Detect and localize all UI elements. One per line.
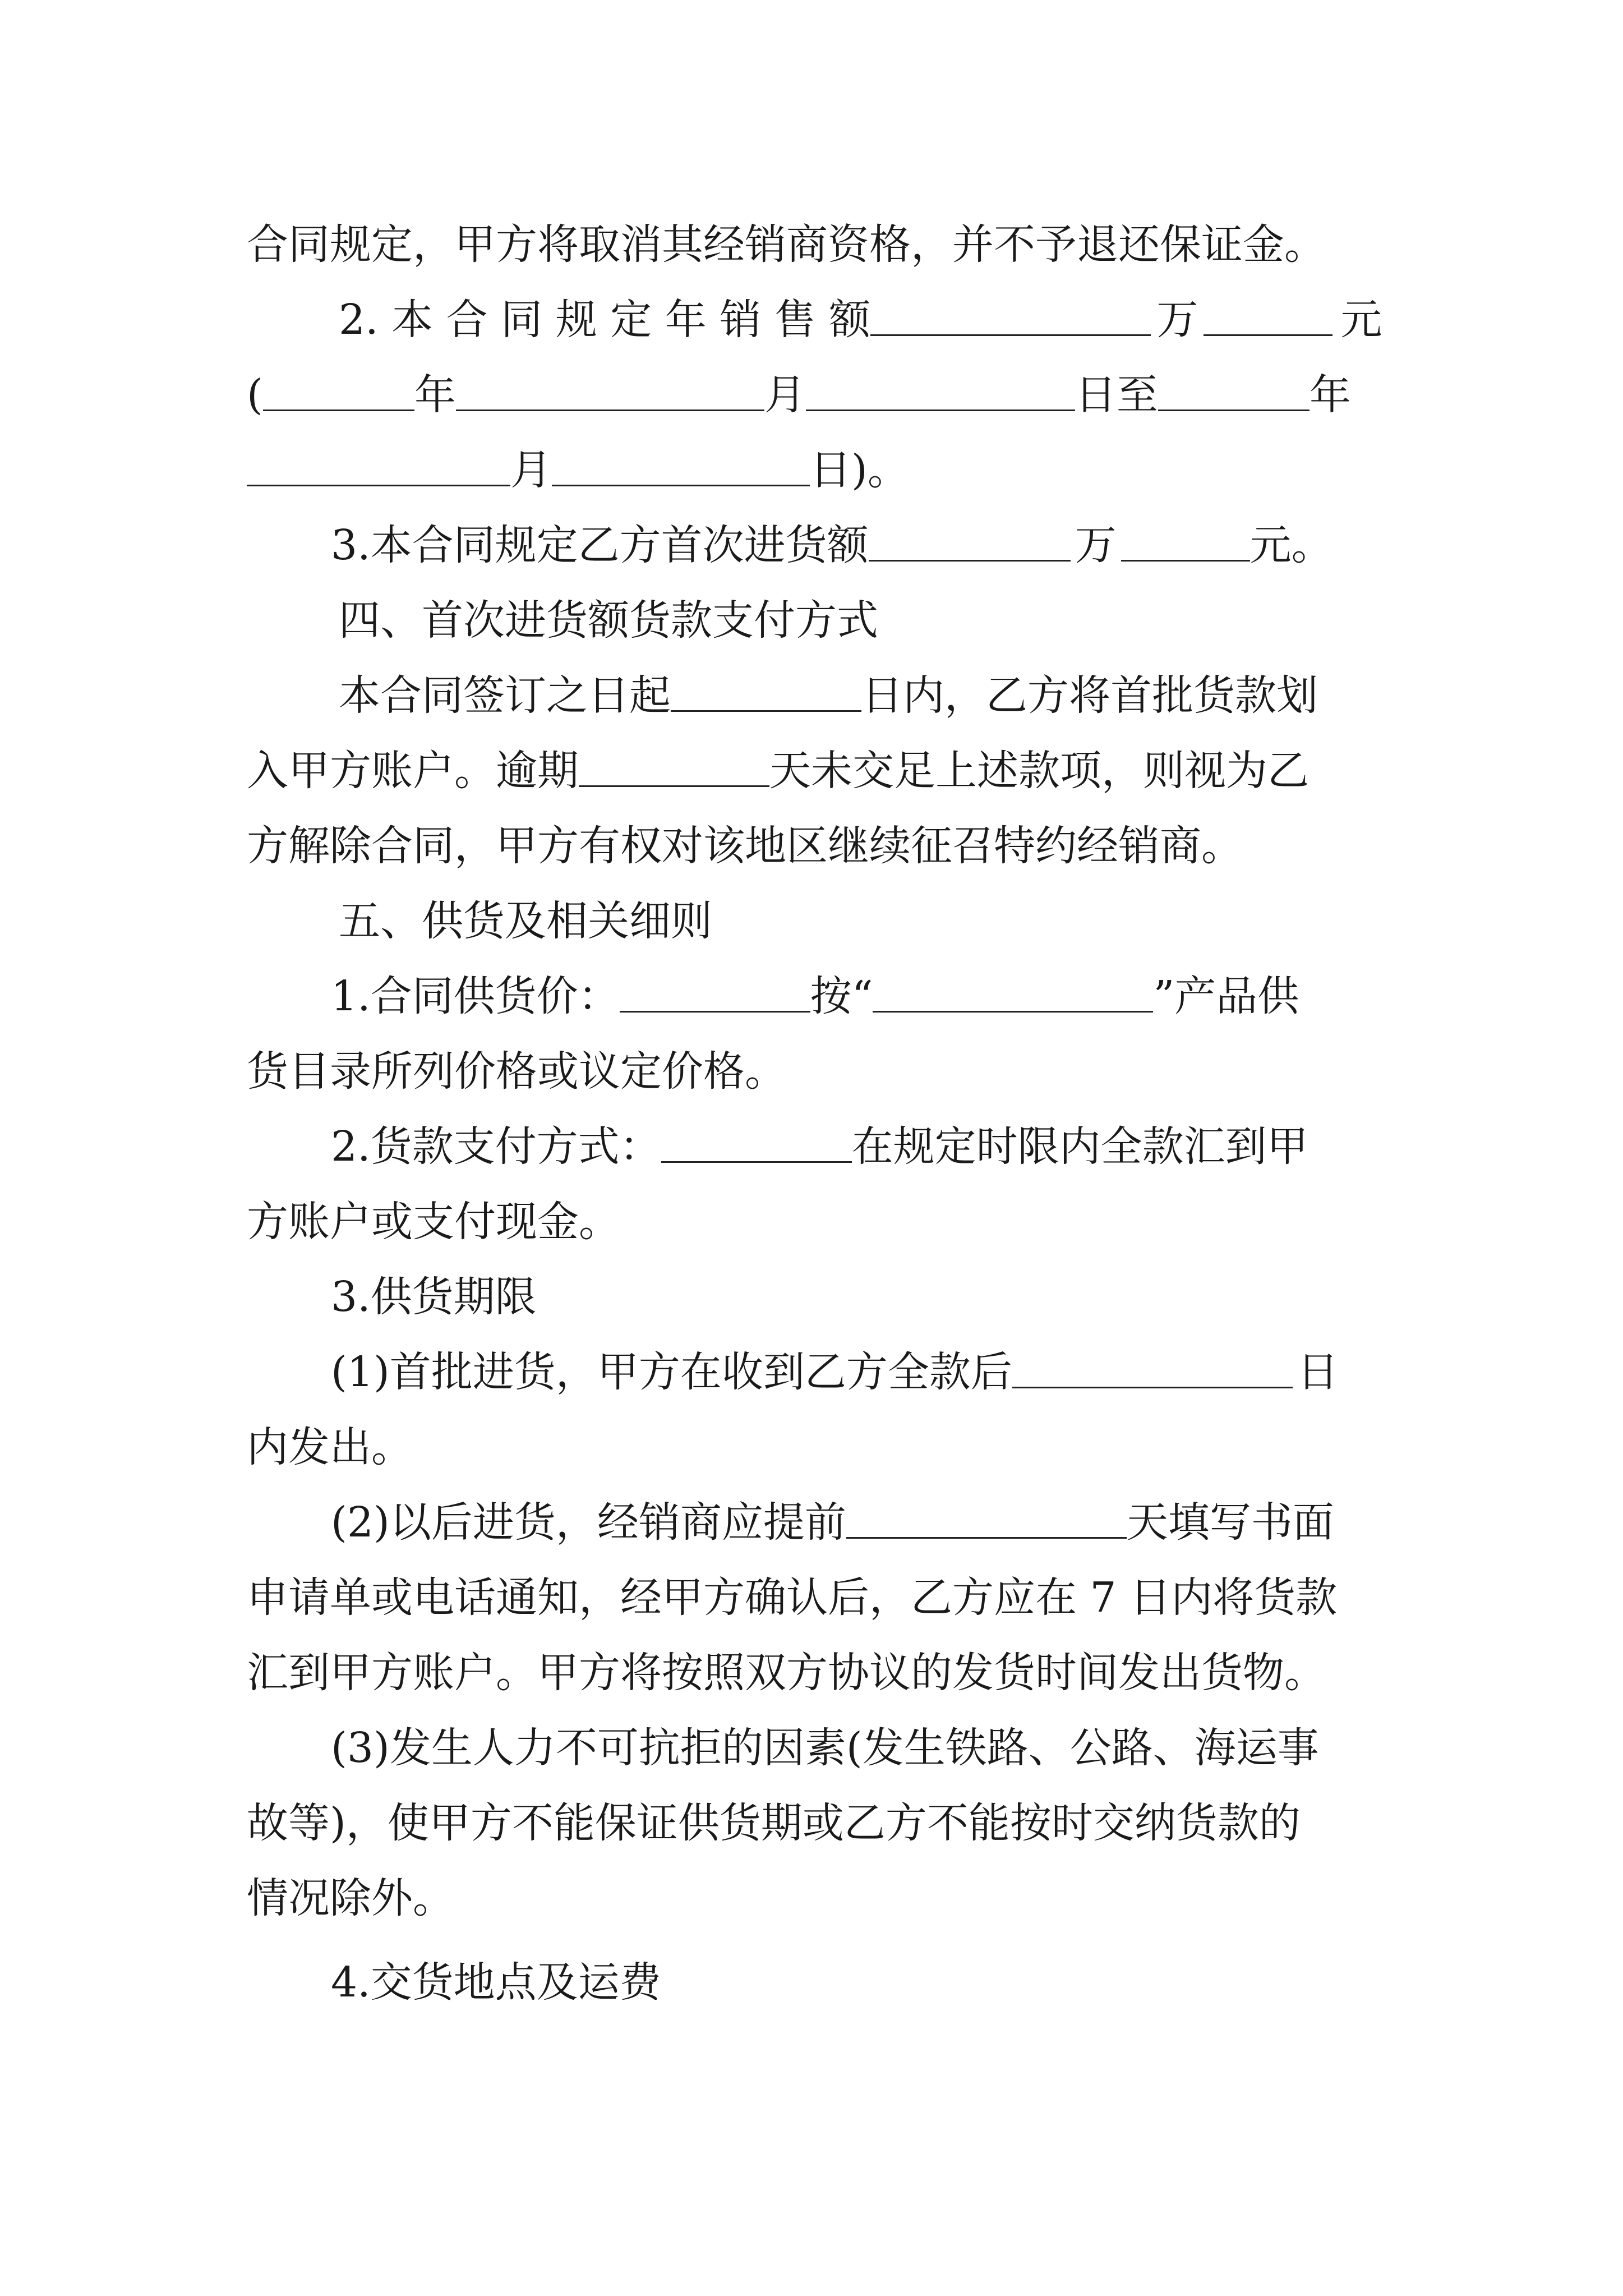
text-segment: 汇到甲方账户。甲方将按照双方协议的发货时间发出货物。: [247, 1649, 1326, 1697]
text-segment: 方解除合同，甲方有权对该地区继续征召特约经销商。: [247, 822, 1243, 870]
text-segment: 按“: [810, 972, 873, 1020]
text-segment: 日)。: [810, 446, 909, 494]
section-heading: [339, 893, 712, 949]
blank-field: [873, 969, 1153, 1013]
text-segment: 1.合同供货价：: [331, 972, 620, 1020]
blank-field: [870, 293, 1151, 336]
blank-field: [1121, 518, 1250, 562]
paragraph-line: [247, 1870, 454, 1926]
blank-field: [661, 1120, 852, 1163]
text-segment: 合同规定，甲方将取消其经销商资格，并不予退还保证金。: [247, 220, 1326, 269]
clause-line: [331, 1119, 1308, 1175]
subsection-heading: [331, 1954, 661, 2010]
text-segment: 3.供货期限: [331, 1273, 537, 1321]
blank-field: [456, 368, 764, 411]
text-segment: 故等)，使甲方不能保证供货期或乙方不能按时交纳货款的: [247, 1799, 1301, 1847]
text-segment: (2)以后进货，经销商应提前: [331, 1498, 846, 1547]
blank-field: [1158, 368, 1310, 411]
text-segment: 元。: [1249, 521, 1333, 569]
text-segment: 申请单或电话通知，经甲方确认后，乙方应在 7 日内将货款: [247, 1573, 1338, 1622]
paragraph-line: [247, 743, 1309, 799]
blank-field: [263, 368, 414, 411]
paragraph-line: [247, 217, 1326, 273]
blank-field: [552, 443, 810, 486]
clause-line: [331, 968, 1299, 1024]
blank-field: [247, 443, 510, 486]
blank-field: [869, 518, 1071, 562]
paragraph-line: [247, 1194, 620, 1250]
paragraph-line: [247, 1043, 786, 1099]
text-segment: 2.货款支付方式：: [331, 1122, 661, 1171]
clause-line: [331, 1344, 1339, 1400]
text-segment: 万: [1075, 521, 1117, 569]
paragraph-line: [247, 818, 1243, 874]
blank-field: [1204, 293, 1332, 336]
clause-line: [247, 367, 1351, 423]
clause-line: [247, 442, 909, 498]
text-segment: 月: [764, 371, 806, 419]
text-segment: 五、供货及相关细则: [339, 897, 712, 945]
text-segment: 天填写书面: [1126, 1498, 1334, 1547]
text-segment: 情况除外。: [247, 1874, 454, 1922]
text-segment: 万: [1156, 296, 1198, 344]
text-segment: 年: [414, 371, 456, 419]
text-segment: 月: [510, 446, 552, 494]
text-segment: (1)首批进货，甲方在收到乙方全款后: [331, 1348, 1012, 1396]
text-segment: 日至: [1075, 371, 1158, 419]
blank-field: [620, 969, 810, 1013]
text-segment: 货目录所列价格或议定价格。: [247, 1047, 786, 1096]
blank-field: [846, 1496, 1127, 1539]
text-segment: 方账户或支付现金。: [247, 1198, 620, 1246]
text-segment: 日: [1297, 1348, 1339, 1396]
text-segment: 在规定时限内全款汇到甲: [851, 1122, 1308, 1171]
clause-line: [331, 1494, 1334, 1550]
blank-field: [806, 368, 1075, 411]
clause-line: [339, 292, 1382, 348]
text-segment: 年: [1309, 371, 1351, 419]
text-segment: 日内，乙方将首批货款划: [861, 671, 1318, 720]
text-segment: 4.交货地点及运费: [331, 1958, 661, 2007]
text-segment: (3)发生人力不可抗拒的因素(发生铁路、公路、海运事: [331, 1724, 1319, 1772]
blank-field: [671, 669, 861, 712]
paragraph-line: [247, 1645, 1326, 1701]
text-segment: 2. 本 合 同 规 定 年 销 售 额: [339, 296, 871, 344]
text-segment: 元: [1340, 296, 1382, 344]
clause-line: [331, 517, 1333, 573]
paragraph-line: [247, 1570, 1337, 1626]
text-segment: 天未交足上述款项，则视为乙: [769, 747, 1309, 795]
text-segment: 3.本合同规定乙方首次进货额: [331, 521, 869, 569]
blank-field: [1012, 1345, 1293, 1388]
text-segment: 四、首次进货额货款支付方式: [339, 596, 878, 645]
paragraph-line: [331, 1720, 1319, 1776]
text-segment: 本合同签订之日起: [339, 671, 671, 720]
blank-field: [579, 744, 769, 787]
text-segment: 内发出。: [247, 1423, 413, 1471]
paragraph-line: [247, 1419, 413, 1475]
paragraph-line: [339, 668, 1318, 724]
section-heading: [339, 592, 878, 648]
text-segment: (: [247, 371, 263, 419]
paragraph-line: [247, 1795, 1301, 1851]
text-segment: 入甲方账户。逾期: [247, 747, 579, 795]
text-segment: ”产品供: [1153, 972, 1299, 1020]
subsection-heading: [331, 1269, 537, 1325]
